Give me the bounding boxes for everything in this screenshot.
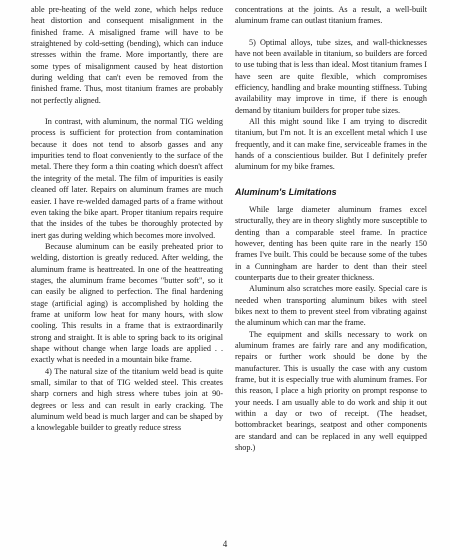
paragraph: 5) Optimal alloys, tube sizes, and wall-thicknesses have not been available in titanium, so builders are forced to use tubing that is less than ideal. Most titanium frames I have seen are quite flexible, which compromises efficiency, handling and brake mounting stiffness. Tubing availability may improve in time, if there is enough demand by titanium builders for proper tube sizes. (235, 37, 427, 115)
paragraph: All this might sound like I am trying to discredit titanium, but I'm not. It is an excellent metal which I use frequently, and it can make fine, serviceable frames in the hands of a conscientious builder. But I definitely prefer aluminum for my bike frames. (235, 117, 427, 172)
paragraph: Aluminum also scratches more easily. Special care is needed when transporting aluminum bikes with steel bikes next to them to prevent steel from vibrating against the aluminum which can mar the frame. (235, 284, 427, 328)
paragraph: 4) The natural size of the titanium weld bead is quite small, similar to that of TIG welded steel. This creates sharp corners and high stress where tubes join at 90-degrees or less and can result in early cracking. The aluminum weld bead is much larger and can be shaped by a knowlegable builder to greatly reduce stress (31, 366, 223, 433)
paragraph: In contrast, with aluminum, the normal TIG welding process is sufficient for protection from contamination because it does not tend to absorb gasses and any impurities tend to float conveniently to the surface of the metal. There they form a thin coating which doesn't affect the integrity of the metal. The film of impurities is easily cleaned off later. Repairs on aluminum frames are much easier. I have re-welded damaged parts of a frame without even taking the bike apart. Proper titanium repairs require that the insides of the tubes be thoroughly protected by inert gas during welding which becomes more involved. (31, 117, 223, 240)
paragraph: able pre-heating of the weld zone, which helps reduce heat distortion and consequent misalignment in the finished frame. A misaligned frame will have to be straightened by cold-setting (bending), which can induce stresses within the frame. More importantly, there are some types of misalignment caused by heat distortion during welding that can't even be removed from the finished frame. Thus, most titanium frames are probably not perfectly aligned. (31, 5, 223, 105)
paragraph: While large diameter aluminum frames excel structurally, they are in theory slightly more susceptible to denting than a comparable steel frame. In practice however, denting has been quite rare in the nearly 150 frames I've built. This could be because some of the tubes in a Cunningham are harder to dent than their steel counterparts due to their greater thickness. (235, 204, 427, 282)
paragraph: The equipment and skills necessary to work on aluminum frames are fairly rare and any modification, repairs or further work should be done by the manufacturer. This is usually the case with any custom frame, but it is especially true with aluminum frames. For this reason, I place a high priority on prompt response to your needs. I am usually able to do work and ship it out within a day or two of receipt. (The headset, bottombracket bearings, seatpost and other components are standard and can be replaced in any well equipped shop.) (235, 329, 427, 453)
right-column (235, 4, 427, 453)
section-heading: Aluminum's Limitations (235, 186, 337, 197)
page-number: 4 (222, 539, 228, 549)
paragraph: concentrations at the joints. As a result, a well-built aluminum frame can outlast titanium frames. (235, 5, 427, 26)
left-column (31, 4, 223, 434)
paragraph: Because aluminum can be easily preheated prior to welding, distortion is greatly reduced. After welding, the aluminum frame is heattreated. In one of the heattreating stages, the aluminum frame becomes "butter soft", so it can easily be aligned to perfection. The final hardening stage (artificial aging) is accomplished by holding the frame at uniform low heat for many hours, with slow cooling. This results in a frame that is extraordinarily strong and straight. It is able to spring back to its original shape without change when large loads are applied . . exactly what is needed in a mountain bike frame. (31, 241, 223, 365)
